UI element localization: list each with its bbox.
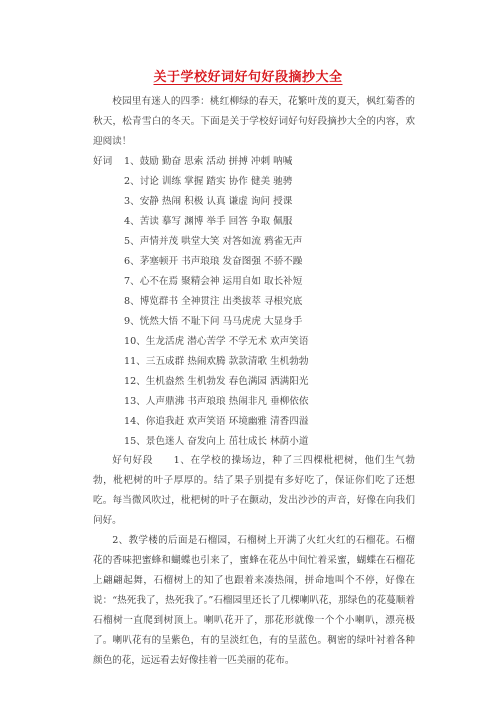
- document-title: 关于学校好词好句好段摘抄大全: [153, 70, 343, 85]
- word-list-item: 11、三五成群 热闹欢腾 款款清歌 生机勃勃: [124, 356, 309, 367]
- word-list-item: 15、景色迷人 奋发向上 茁壮成长 林荫小道: [124, 436, 309, 447]
- word-list-item: 13、人声鼎沸 书声琅琅 热闹非凡 垂柳依依: [124, 396, 309, 407]
- word-list-item: 14、你追我赶 欢声笑语 环境幽雅 清香四溢: [124, 416, 309, 427]
- word-list-item: 12、生机盎然 生机勃发 春色满园 洒满阳光: [124, 376, 309, 387]
- word-list-item: 6、茅塞顿开 书声琅琅 发奋图强 不骄不躁: [124, 256, 303, 267]
- words-heading: 好词: [93, 156, 113, 167]
- word-list-item: 4、苦读 摹写 渊博 举手 回答 争取 佩服: [124, 216, 293, 227]
- word-line-1: [93, 152, 415, 172]
- sentences-paragraph-2: 2、教学楼的后面是石榴园，石榴树上开满了火红火红的石榴花。石榴花的香味把蜜蜂和蝴蝶也引来了，蜜蜂在花丛中间忙着采蜜，蝴蝶在石榴花上翩翩起舞，石榴树上的知了也跟着来凑热闹，拼命地叫个不停，好像在说：“热死我了，热死我了。”石榴园里还长了几棵喇叭花，那绿色的花蔓顺着石榴树一直爬到树顶上。喇叭花开了，那花形就像一个个小喇叭，漂亮极了。喇叭花有的呈紫色，有的呈淡红色，有的呈蓝色。稠密的绿叶衬着各种颜色的花，远远看去好像挂着一匹美丽的花布。: [93, 535, 415, 666]
- word-list-item: 5、声情并茂 哄堂大笑 对答如流 鸦雀无声: [124, 236, 303, 247]
- word-list-item: 3、安静 热闹 积极 认真 谦虚 询问 授课: [124, 196, 293, 207]
- word-list-item: 8、博览群书 全神贯注 出类拔萃 寻根究底: [124, 296, 303, 307]
- word-list-item: 1、鼓励 勤奋 思索 活动 拼搏 冲刺 呐喊: [124, 156, 293, 167]
- word-list-item: 9、恍然大悟 不耻下问 马马虎虎 大显身手: [124, 316, 303, 327]
- word-list-item: 7、心不在焉 聚精会神 运用自如 取长补短: [124, 276, 303, 287]
- sentences-paragraph-1: 好句好段 1、在学校的操场边，种了三四棵枇杷树，他们生气勃勃，枇杷树的叶子厚厚的。结了果子别提有多好吃了，保证你们吃了还想吃。每当微风吹过，枇杷树的叶子在颤动，发出沙沙的声音，好像在向我们问好。: [93, 455, 415, 526]
- word-list-item: 10、生龙活虎 潜心苦学 不学无术 欢声笑语: [124, 336, 309, 347]
- intro-paragraph: 校园里有迷人的四季：桃红柳绿的春天，花繁叶茂的夏天，枫红菊香的秋天，松青雪白的冬天。下面是关于学校好词好句好段摘抄大全的内容，欢迎阅读！: [93, 96, 415, 147]
- word-list-item: 2、讨论 训练 掌握 踏实 协作 健美 驰骋: [124, 176, 293, 187]
